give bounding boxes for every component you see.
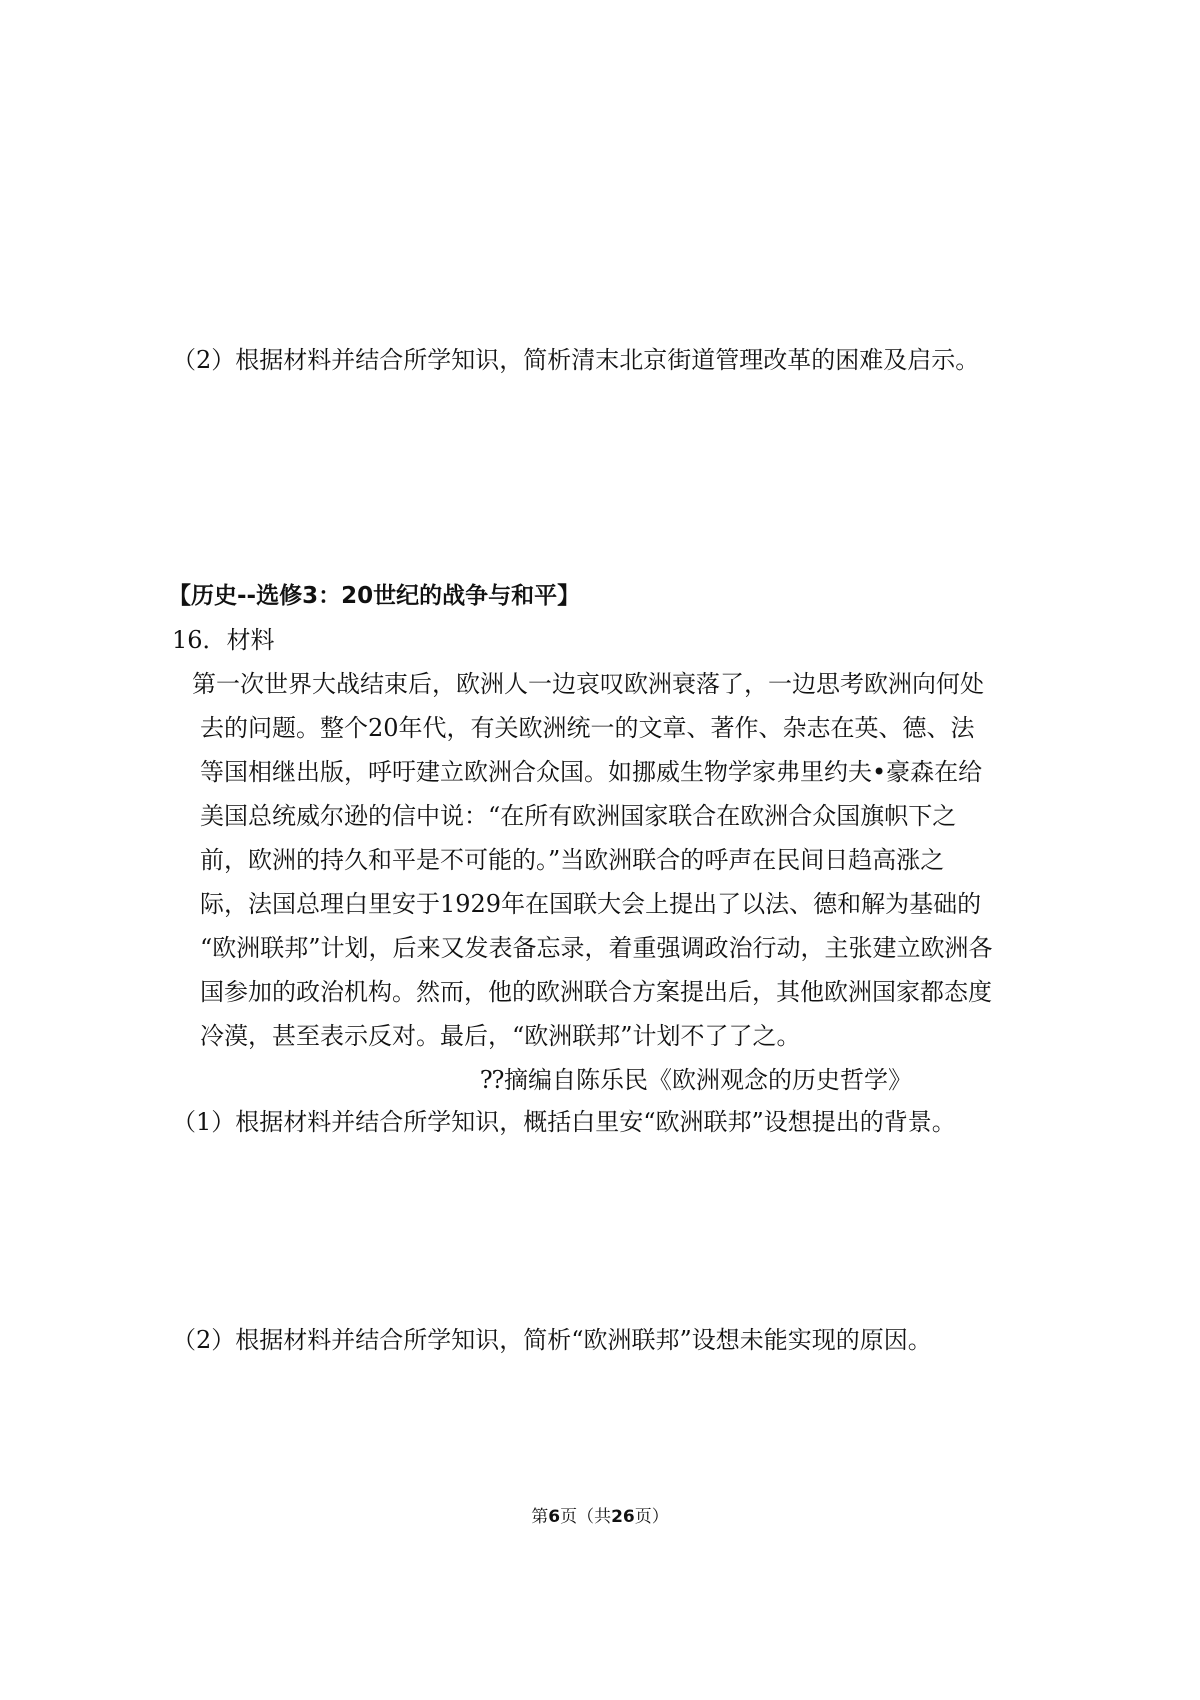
material-line: “欧洲联邦”计划，后来又发表备忘录，着重强调政治行动，主张建立欧洲各 xyxy=(200,934,993,962)
q16-part1-prompt: （1）根据材料并结合所学知识，概括白里安“欧洲联邦”设想提出的背景。 xyxy=(172,1108,956,1136)
footer-page-number: 6 xyxy=(548,1507,561,1527)
q16-label: 16．材料 xyxy=(172,626,275,654)
material-line: 前，欧洲的持久和平是不可能的。”当欧洲联合的呼声在民间日趋高涨之 xyxy=(200,846,945,874)
material-line: 第一次世界大战结束后，欧洲人一边哀叹欧洲衰落了，一边思考欧洲向何处 xyxy=(192,670,984,698)
material-line: 去的问题。整个20年代，有关欧洲统一的文章、著作、杂志在英、德、法 xyxy=(200,714,975,742)
section-heading: 【历史--选修3：20世纪的战争与和平】 xyxy=(168,583,581,609)
q15-part2-prompt: （2）根据材料并结合所学知识，简析清末北京街道管理改革的困难及启示。 xyxy=(172,346,980,374)
material-line: 等国相继出版，呼吁建立欧洲合众国。如挪威生物学家弗里约夫•豪森在给 xyxy=(200,758,983,786)
material-line: 美国总统威尔逊的信中说：“在所有欧洲国家联合在欧洲合众国旗帜下之 xyxy=(200,802,957,830)
material-citation: ⁇摘编自陈乐民《欧洲观念的历史哲学》 xyxy=(480,1066,912,1094)
material-line: 冷漠，甚至表示反对。最后，“欧洲联邦”计划不了了之。 xyxy=(200,1022,801,1050)
footer-total-pages: 26 xyxy=(611,1507,635,1527)
material-line: 际，法国总理白里安于1929年在国联大会上提出了以法、德和解为基础的 xyxy=(200,890,982,918)
footer-middle: 页（共 xyxy=(560,1507,612,1527)
footer-prefix: 第 xyxy=(531,1507,549,1527)
q16-part2-prompt: （2）根据材料并结合所学知识，简析“欧洲联邦”设想未能实现的原因。 xyxy=(172,1326,932,1354)
material-line: 国参加的政治机构。然而，他的欧洲联合方案提出后，其他欧洲国家都态度 xyxy=(200,978,992,1006)
page-footer xyxy=(0,1506,1200,1528)
footer-suffix: 页） xyxy=(634,1507,669,1527)
